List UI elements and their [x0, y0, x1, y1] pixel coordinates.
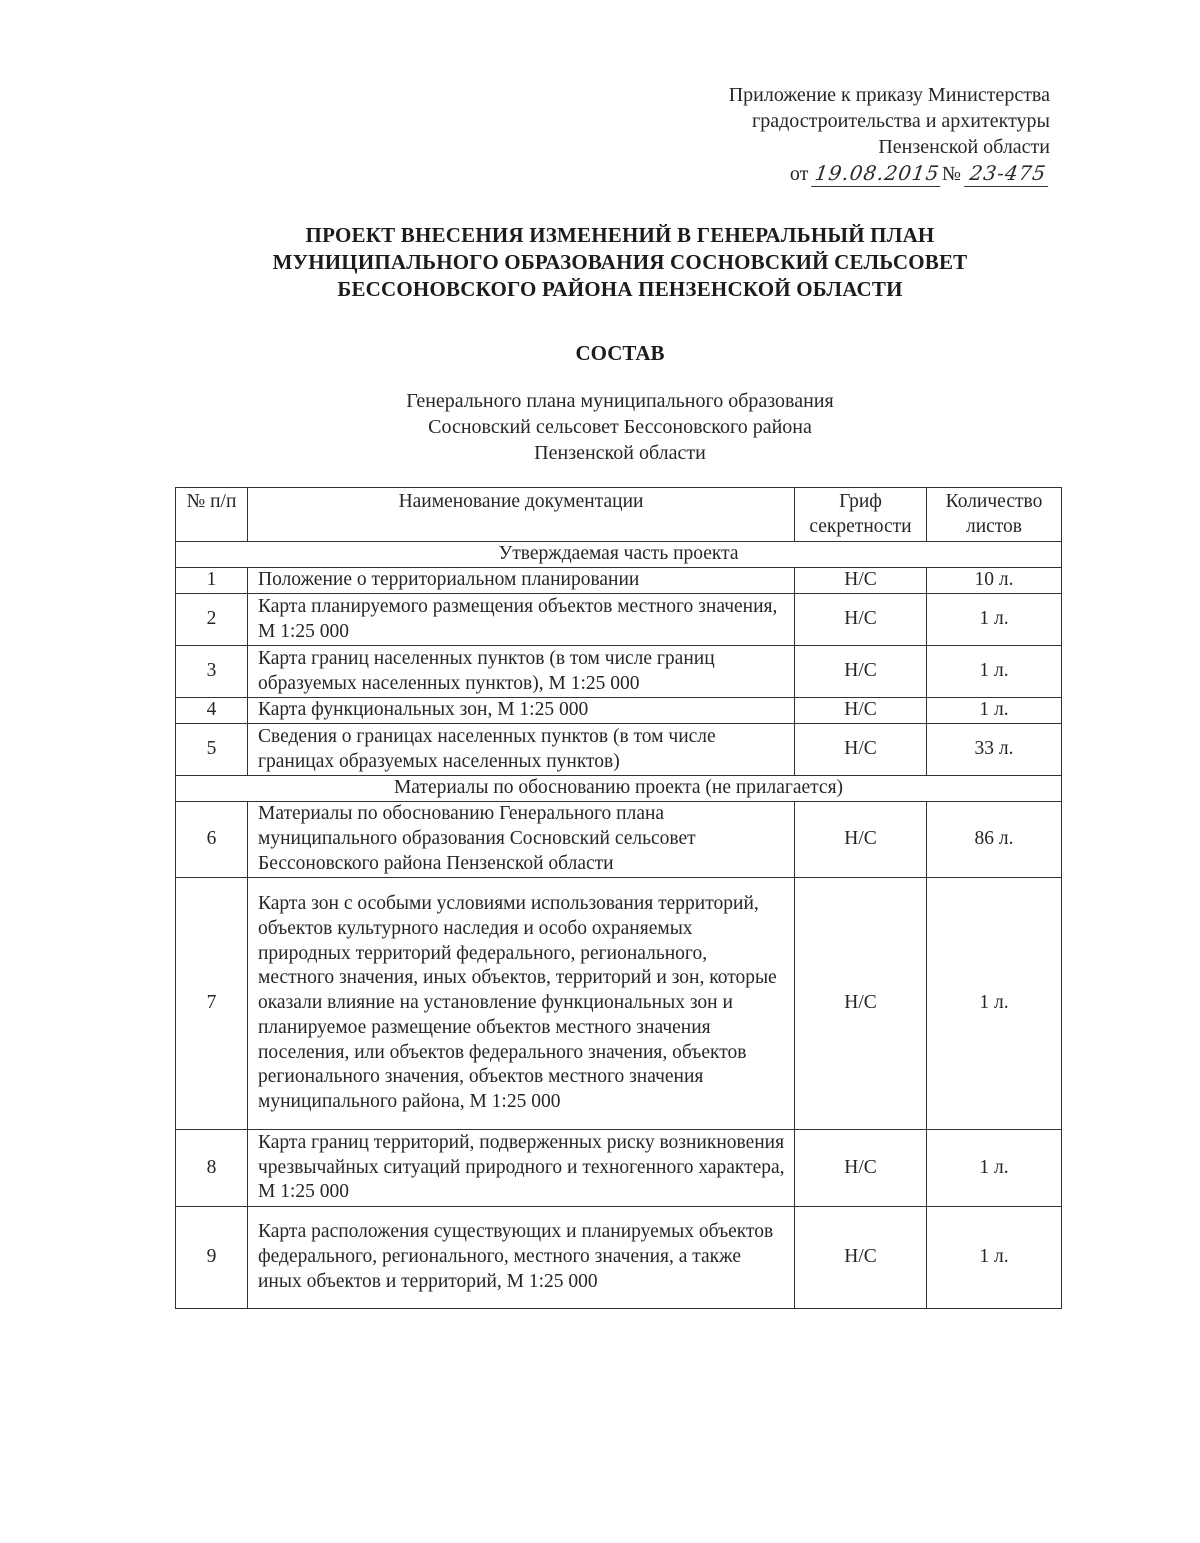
- row-grif: Н/С: [795, 1130, 927, 1207]
- table-row: [176, 1130, 1062, 1207]
- row-grif: Н/С: [795, 698, 927, 724]
- table-row: [176, 594, 1062, 646]
- row-qty: 1 л.: [927, 594, 1062, 646]
- row-grif: Н/С: [795, 878, 927, 1130]
- row-name: Карта расположения существующих и планируемых объектов федерального, регионального, местного значения, а также иных объектов и территорий, М 1:25 000: [248, 1207, 795, 1309]
- annex-line-2: градостроительства и архитектуры: [752, 110, 1050, 132]
- subtitle-line-1: Генерального плана муниципального образования: [406, 390, 834, 412]
- row-name: Сведения о границах населенных пунктов (в том числе границах образуемых населенных пунктов): [248, 724, 795, 776]
- annex-date-line: [560, 160, 1050, 187]
- row-qty: 1 л.: [927, 878, 1062, 1130]
- header-name: Наименование документации: [248, 488, 795, 542]
- row-qty: 1 л.: [927, 1207, 1062, 1309]
- row-num: 2: [176, 594, 248, 646]
- row-grif: Н/С: [795, 646, 927, 698]
- row-num: 1: [176, 568, 248, 594]
- row-name: Карта зон с особыми условиями использования территорий, объектов культурного наследия и особо охраняемых природных территорий федерального, регионального, местного значения, иных объектов, территорий и зон, которые оказали влияние на установление функциональных зон и планируемое размещение объектов местного значения поселения, или объектов федерального значения, объектов регионального значения, объектов местного значения муниципального района, М 1:25 000: [248, 878, 795, 1130]
- section-title: Утверждаемая часть проекта: [176, 542, 1062, 568]
- header-num: № п/п: [176, 488, 248, 542]
- subtitle-line-3: Пензенской области: [534, 442, 706, 464]
- handwritten-number: 23-475: [964, 160, 1052, 187]
- header-grif: Гриф секретности: [795, 488, 927, 542]
- section-row: [176, 542, 1062, 568]
- row-qty: 1 л.: [927, 646, 1062, 698]
- row-qty: 86 л.: [927, 802, 1062, 878]
- row-qty: 33 л.: [927, 724, 1062, 776]
- row-num: 8: [176, 1130, 248, 1207]
- row-name: Карта границ населенных пунктов (в том числе границ образуемых населенных пунктов), М 1:25 000: [248, 646, 795, 698]
- row-grif: Н/С: [795, 1207, 927, 1309]
- document-title: [180, 222, 1060, 303]
- section-row: [176, 776, 1062, 802]
- row-qty: 1 л.: [927, 1130, 1062, 1207]
- section-heading: СОСТАВ: [575, 341, 665, 365]
- row-num: 5: [176, 724, 248, 776]
- row-qty: 10 л.: [927, 568, 1062, 594]
- row-name: Карта функциональных зон, М 1:25 000: [248, 698, 795, 724]
- title-line-2: МУНИЦИПАЛЬНОГО ОБРАЗОВАНИЯ СОСНОВСКИЙ СЕЛЬСОВЕТ: [272, 250, 968, 274]
- annex-line-1: Приложение к приказу Министерства: [728, 84, 1050, 106]
- annex-line-3: Пензенской области: [878, 136, 1050, 158]
- composition-table: [175, 487, 1062, 1309]
- document-subtitle: [300, 388, 940, 466]
- table-header-row: [176, 488, 1062, 542]
- table-row: [176, 1207, 1062, 1309]
- row-name: Материалы по обоснованию Генерального плана муниципального образования Сосновский сельсовет Бессоновского района Пензенской области: [248, 802, 795, 878]
- row-num: 9: [176, 1207, 248, 1309]
- table-row: [176, 568, 1062, 594]
- table-row: [176, 878, 1062, 1130]
- row-grif: Н/С: [795, 594, 927, 646]
- header-qty: Количество листов: [927, 488, 1062, 542]
- section-title: Материалы по обоснованию проекта (не прилагается): [176, 776, 1062, 802]
- number-sign: №: [941, 163, 961, 185]
- subtitle-line-2: Сосновский сельсовет Бессоновского района: [428, 416, 812, 438]
- title-line-3: БЕССОНОВСКОГО РАЙОНА ПЕНЗЕНСКОЙ ОБЛАСТИ: [337, 277, 903, 301]
- table-row: [176, 724, 1062, 776]
- handwritten-date: 19.08.2015: [811, 160, 943, 187]
- table-row: [176, 646, 1062, 698]
- row-grif: Н/С: [795, 568, 927, 594]
- title-line-1: ПРОЕКТ ВНЕСЕНИЯ ИЗМЕНЕНИЙ В ГЕНЕРАЛЬНЫЙ ПЛАН: [305, 223, 935, 247]
- row-name: Положение о территориальном планировании: [248, 568, 795, 594]
- row-num: 3: [176, 646, 248, 698]
- row-qty: 1 л.: [927, 698, 1062, 724]
- row-num: 6: [176, 802, 248, 878]
- row-name: Карта планируемого размещения объектов местного значения, М 1:25 000: [248, 594, 795, 646]
- row-grif: Н/С: [795, 802, 927, 878]
- row-grif: Н/С: [795, 724, 927, 776]
- row-num: 4: [176, 698, 248, 724]
- table-row: [176, 802, 1062, 878]
- annex-from-prefix: от: [789, 163, 809, 185]
- annex-block: [560, 82, 1050, 187]
- row-name: Карта границ территорий, подверженных риску возникновения чрезвычайных ситуаций природного и техногенного характера, М 1:25 000: [248, 1130, 795, 1207]
- table-row: [176, 698, 1062, 724]
- row-num: 7: [176, 878, 248, 1130]
